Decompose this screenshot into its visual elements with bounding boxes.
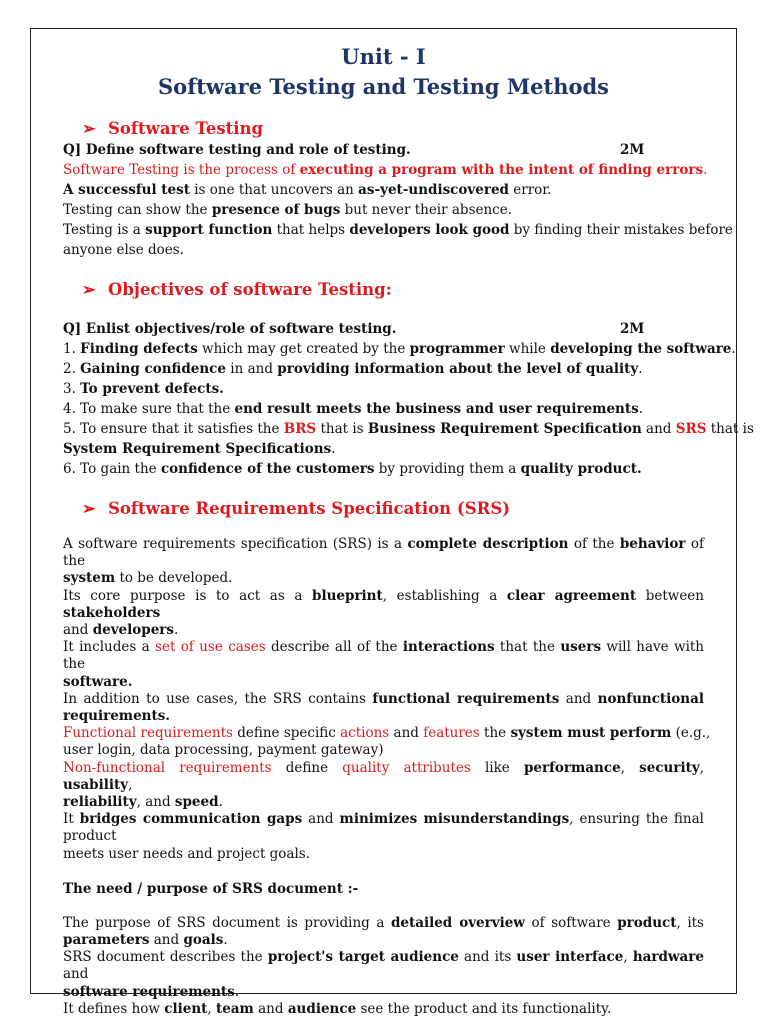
presence-of-bugs-line: Testing can show the presence of bugs but never their absence.: [63, 202, 513, 218]
marks-label: 2M: [620, 321, 645, 337]
section-heading-software-testing: [63, 118, 704, 140]
question-enlist-objectives: [63, 319, 704, 339]
srs-audience-line: SRS document describes the project's target audience and its user interface, hardware and: [63, 949, 704, 983]
arrow-bullet-icon: ➢: [82, 280, 96, 299]
srs-purpose-line-end: and developers.: [63, 622, 179, 639]
section-heading-text: Software Requirements Specification (SRS): [108, 499, 511, 518]
srs-paragraphs: [63, 536, 711, 863]
question-text: Q] Define software testing and role of testing.: [63, 142, 411, 158]
section-heading-text: Objectives of software Testing:: [108, 280, 392, 299]
objective-item-3: 3. To prevent defects.: [63, 381, 224, 397]
section-heading-objectives: [63, 279, 704, 301]
unit-title: Unit - I: [341, 44, 426, 69]
marks-label: 2M: [620, 142, 645, 158]
arrow-bullet-icon: ➢: [82, 499, 96, 518]
srs-purpose-line: Its core purpose is to act as a blueprint, establishing a clear agreement between stakeholders: [63, 587, 704, 621]
srs-purpose-overview-line: The purpose of SRS document is providing a detailed overview of software product, its: [63, 914, 704, 931]
srs-definition-line-end: system to be developed.: [63, 570, 233, 587]
objective-item-5-cont: System Requirement Specifications.: [63, 441, 336, 457]
section-heading-text: Software Testing: [108, 119, 264, 138]
support-function-line-end: anyone else does.: [63, 242, 184, 258]
srs-audience-line-end: software requirements.: [63, 983, 240, 1000]
objective-item-1: 1. Finding defects which may get created by the programmer while developing the software.: [63, 341, 736, 357]
srs-bridges-line-end: meets user needs and project goals.: [63, 845, 311, 862]
title-block: [63, 42, 704, 102]
srs-purpose-overview-line-end: parameters and goals.: [63, 932, 228, 949]
testing-definition: Software Testing is the process of executing a program with the intent of finding errors.: [63, 162, 708, 178]
need-purpose-heading: The need / purpose of SRS document :-: [63, 880, 359, 897]
functional-requirements-line: Functional requirements define specific actions and features the system must perform (e.g.,: [63, 725, 711, 742]
support-function-line: Testing is a support function that helps developers look good by finding their mistakes before: [63, 222, 733, 238]
question-text: Q] Enlist objectives/role of software testing.: [63, 321, 397, 337]
nonfunctional-requirements-line-end: reliability, and speed.: [63, 794, 223, 811]
objective-item-2: 2. Gaining confidence in and providing information about the level of quality.: [63, 361, 643, 377]
main-title: Software Testing and Testing Methods: [158, 74, 609, 99]
srs-contents-line-end: requirements.: [63, 708, 171, 725]
question-define-testing: [63, 140, 704, 160]
need-purpose-paragraphs: [63, 915, 704, 1018]
srs-contents-line: In addition to use cases, the SRS contains functional requirements and nonfunctional: [63, 690, 704, 707]
nonfunctional-requirements-line: Non-functional requirements define quality attributes like performance, security, usability,: [63, 759, 704, 793]
functional-requirements-line-end: user login, data processing, payment gateway): [63, 742, 384, 759]
section-heading-srs: [63, 498, 704, 520]
objective-item-5: 5. To ensure that it satisfies the BRS that is Business Requirement Specification and SRS that is: [63, 421, 754, 437]
srs-use-cases-line-end: software.: [63, 673, 133, 690]
objective-item-4: 4. To make sure that the end result meets the business and user requirements.: [63, 401, 643, 417]
srs-definition-line: A software requirements specification (SRS) is a complete description of the behavior of the: [63, 536, 705, 570]
document-content: [63, 42, 754, 1018]
successful-test-line: A successful test is one that uncovers an as-yet-undiscovered error.: [63, 182, 552, 198]
objective-item-6: 6. To gain the confidence of the customers by providing them a quality product.: [63, 461, 642, 477]
arrow-bullet-icon: ➢: [82, 119, 96, 138]
srs-use-cases-line: It includes a set of use cases describe all of the interactions that the users will have with the: [63, 639, 705, 673]
srs-bridges-line: It bridges communication gaps and minimizes misunderstandings, ensuring the final product: [63, 811, 704, 845]
srs-functionality-line: It defines how client, team and audience see the product and its functionality.: [63, 1000, 612, 1017]
